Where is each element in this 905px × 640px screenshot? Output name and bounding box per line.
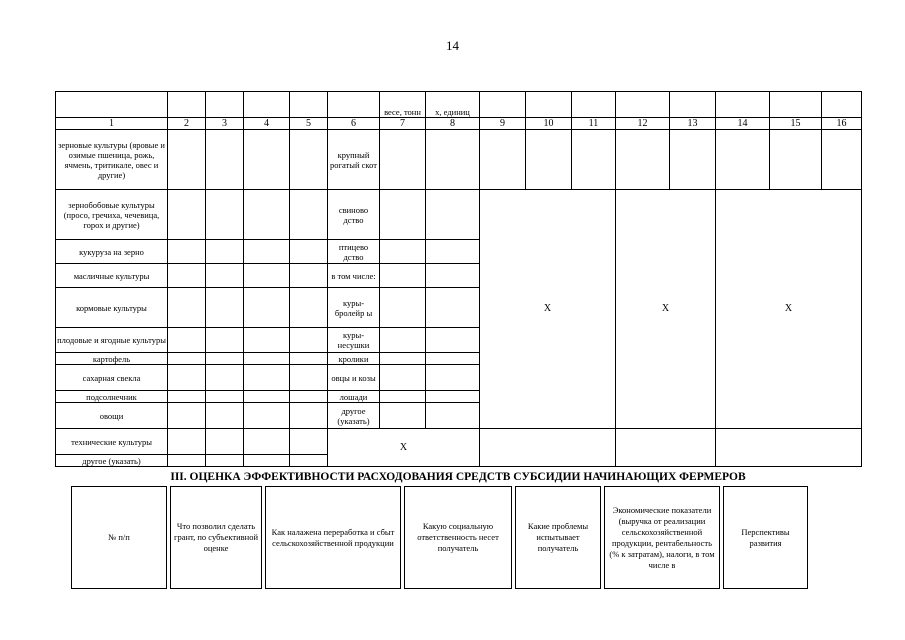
crop-label: кукуруза на зерно xyxy=(56,240,168,264)
col-number: 8 xyxy=(426,118,480,130)
crop-label: зернобобовые культуры (просо, гречиха, чечевица, горох и другие) xyxy=(56,190,168,240)
crop-label: другое (указать) xyxy=(56,455,168,467)
table-row xyxy=(56,429,862,455)
section-title: III. ОЦЕНКА ЭФФЕКТИВНОСТИ РАСХОДОВАНИЯ СРЕДСТВ СУБСИДИИ НАЧИНАЮЩИХ ФЕРМЕРОВ xyxy=(170,471,746,483)
livestock-label: лошади xyxy=(328,391,380,403)
x-mark: X xyxy=(716,190,862,429)
header-weight: весе, тонн xyxy=(380,92,426,118)
crop-label: сахарная свекла xyxy=(56,365,168,391)
table-row xyxy=(56,190,862,240)
col-number: 16 xyxy=(822,118,862,130)
col-number: 10 xyxy=(526,118,572,130)
crop-label: плодовые и ягодные культуры xyxy=(56,328,168,353)
col-number: 14 xyxy=(716,118,770,130)
crop-label: масличные культуры xyxy=(56,264,168,288)
livestock-label: крупный рогатый скот xyxy=(328,130,380,190)
col-number: 2 xyxy=(168,118,206,130)
eval-header-number: № п/п xyxy=(71,486,167,589)
evaluation-table xyxy=(68,486,811,589)
eval-header-economics: Экономические показатели (выручка от реализации сельскохозяйственной продукции, рентабельность (% к затратам), налоги, в том числе в xyxy=(604,486,720,589)
col-number: 1 xyxy=(56,118,168,130)
crop-label: зерновые культуры (яровые и озимые пшеница, рожь, ячмень, тритикале, овес и другие) xyxy=(56,130,168,190)
eval-header-processing: Как налажена переработка и сбыт сельскохозяйственной продукции xyxy=(265,486,401,589)
col-number: 11 xyxy=(572,118,616,130)
eval-header-grant: Что позволил сделать грант, по субъективной оценке xyxy=(170,486,262,589)
col-number: 6 xyxy=(328,118,380,130)
eval-header-problems: Какие проблемы испытывает получатель xyxy=(515,486,601,589)
col-number: 5 xyxy=(290,118,328,130)
crop-label: технические культуры xyxy=(56,429,168,455)
header-cell xyxy=(56,92,168,118)
col-number: 15 xyxy=(770,118,822,130)
eval-header-social: Какую социальную ответственность несет получатель xyxy=(404,486,512,589)
col-number: 12 xyxy=(616,118,670,130)
col-number: 13 xyxy=(670,118,716,130)
crop-label: овощи xyxy=(56,403,168,429)
col-number: 3 xyxy=(206,118,244,130)
livestock-label: кролики xyxy=(328,353,380,365)
column-number-row xyxy=(56,118,862,130)
crop-label: подсолнечник xyxy=(56,391,168,403)
table-row xyxy=(56,130,862,190)
header-units: х, единиц xyxy=(426,92,480,118)
col-number: 4 xyxy=(244,118,290,130)
livestock-label: куры-несушки xyxy=(328,328,380,353)
crop-label: картофель xyxy=(56,353,168,365)
livestock-label: овцы и козы xyxy=(328,365,380,391)
livestock-label: куры-бролейр ы xyxy=(328,288,380,328)
eval-header-prospects: Перспективы развития xyxy=(723,486,808,589)
col-number: 9 xyxy=(480,118,526,130)
x-mark: X xyxy=(616,190,716,429)
x-mark: X xyxy=(328,429,480,467)
livestock-label: птицево дство xyxy=(328,240,380,264)
x-mark: X xyxy=(480,190,616,429)
livestock-label: другое (указать) xyxy=(328,403,380,429)
farm-activity-table xyxy=(55,91,862,467)
livestock-label: свиново дство xyxy=(328,190,380,240)
page-number: 14 xyxy=(446,38,459,53)
crop-label: кормовые культуры xyxy=(56,288,168,328)
livestock-label: в том числе: xyxy=(328,264,380,288)
col-number: 7 xyxy=(380,118,426,130)
